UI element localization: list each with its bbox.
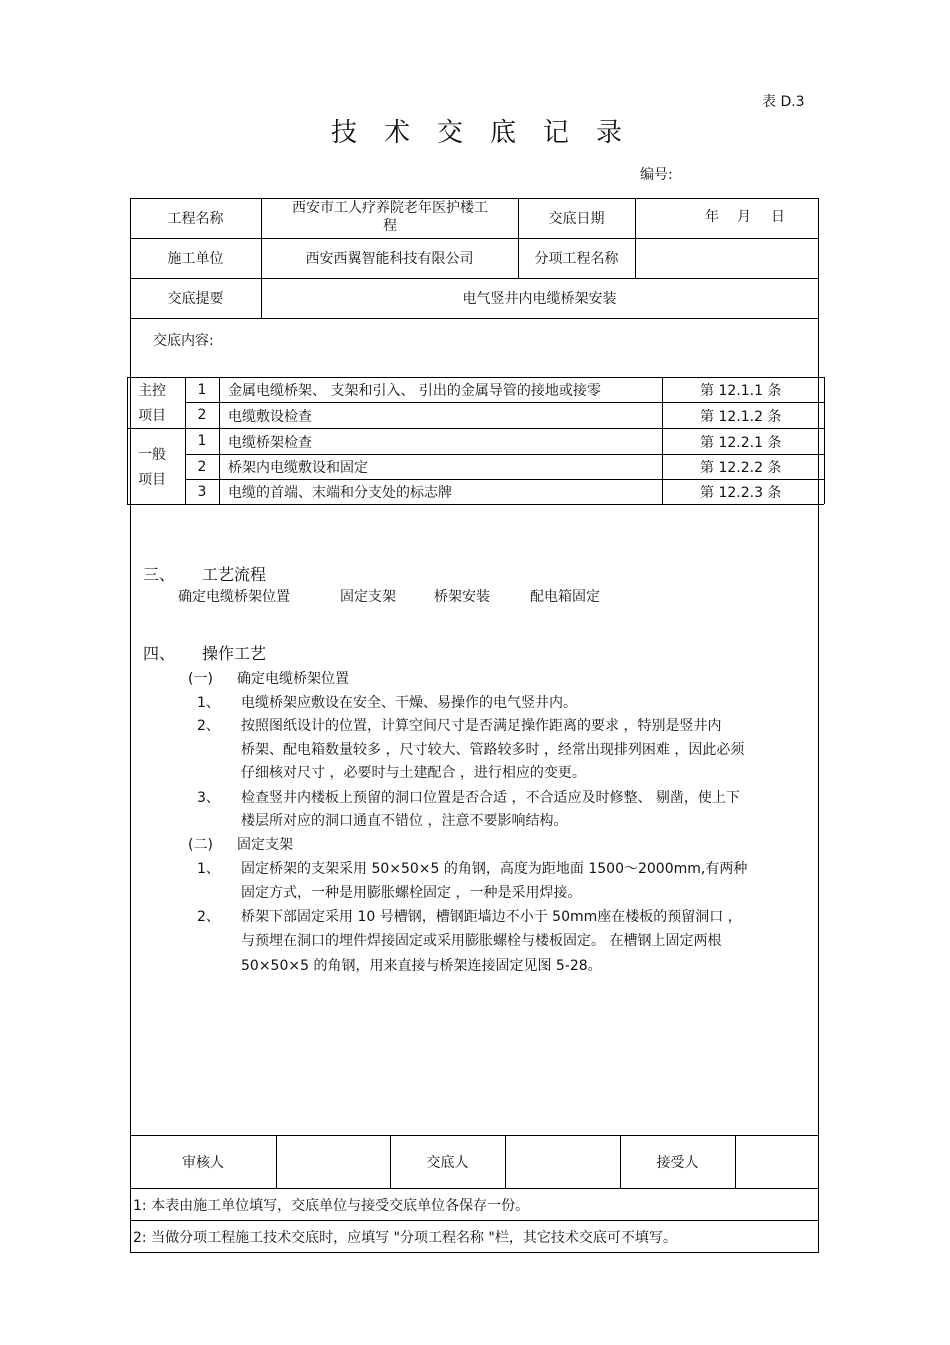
project-name-value [262, 199, 518, 237]
discloser-label: 交底人 [426, 1154, 469, 1171]
item-text: 金属电缆桥架、 支架和引入、 引出的金属导管的接地或接零 [228, 383, 601, 399]
date-label: 交底日期 [548, 211, 605, 227]
item-number: 1 [197, 381, 207, 398]
item-text: 电缆的首端、末端和分支处的标志牌 [228, 485, 452, 501]
general-group-label-line1: 一般 [138, 447, 166, 463]
subsection-heading: 固定支架 [237, 837, 293, 853]
receiver-label: 接受人 [656, 1154, 699, 1171]
date-year: 年 [705, 209, 719, 225]
section4-number: 四、 [143, 644, 176, 663]
summary-label: 交底提要 [167, 291, 224, 307]
paragraph-line: 固定方式，一种是用膨胀螺栓固定 ，一种是采用焊接。 [241, 885, 582, 901]
items-line [824, 377, 825, 504]
item-reference: 第 12.2.3 条 [700, 485, 782, 501]
items-line [127, 377, 824, 378]
main-group-label-line1: 主控 [138, 383, 166, 399]
item-reference: 第 12.1.1 条 [700, 383, 782, 399]
subsection-number: (一) [188, 671, 213, 687]
serial-label: 编号: [640, 167, 673, 183]
item-text: 电缆桥架检查 [228, 435, 312, 451]
col-line [735, 1135, 736, 1188]
col-line [276, 1135, 277, 1188]
project-name-line1: 西安市工人疗养院老年医护楼工 [292, 200, 488, 216]
subsection-heading: 确定电缆桥架位置 [237, 671, 349, 687]
items-line [127, 504, 824, 505]
summary-value: 电气竖井内电缆桥架安装 [462, 291, 617, 307]
item-number: 3 [197, 483, 207, 500]
paragraph-number: 3、 [197, 790, 220, 806]
paragraph-line: 与预埋在洞口的埋件焊接固定或采用膨胀螺栓与楼板固定。 在槽钢上固定两根 [241, 933, 722, 949]
project-name-line2: 程 [383, 218, 397, 234]
paragraph-line: 按照图纸设计的位置，计算空间尺寸是否满足操作距离的要求 ，特别是竖井内 [241, 718, 722, 734]
paragraph-line: 桥架、配电箱数量较多 ，尺寸较大、管路较多时 ，经常出现排列困难 ，因此必须 [241, 742, 745, 758]
footnote: 2: 当做分项工程施工技术交底时，应填写 "分项工程名称 "栏，其它技术交底可不填写。 [133, 1230, 677, 1246]
item-number: 2 [197, 407, 207, 423]
items-line [127, 377, 128, 504]
process-step: 固定支架 [340, 589, 396, 605]
frame-left [130, 198, 131, 1252]
item-number: 1 [197, 433, 207, 449]
row-line [130, 318, 819, 319]
paragraph-number: 2、 [197, 718, 220, 734]
paragraph-number: 2、 [197, 909, 220, 925]
paragraph-number: 1、 [197, 861, 220, 877]
section3-heading: 工艺流程 [202, 565, 267, 584]
project-name-label: 工程名称 [167, 211, 224, 227]
main-group-label-line2: 项目 [138, 408, 166, 424]
items-line [185, 479, 824, 480]
date-day: 日 [771, 209, 785, 225]
col-line [635, 198, 636, 278]
frame-bottom [130, 1252, 819, 1253]
footnote: 1: 本表由施工单位填写，交底单位与接受交底单位各保存一份。 [133, 1198, 530, 1214]
paragraph-line: 检查竖井内楼板上预留的洞口位置是否合适 ，不合适应及时修整、 剔凿，使上下 [241, 790, 740, 806]
notes-separator [130, 1220, 819, 1221]
items-line [185, 402, 824, 403]
paragraph-line: 楼层所对应的洞口通直不错位 ，注意不要影响结构。 [241, 813, 568, 829]
process-step: 桥架安装 [434, 589, 490, 605]
date-month: 月 [737, 209, 751, 225]
general-group-label-line2: 项目 [138, 472, 166, 488]
item-text: 桥架内电缆敷设和固定 [228, 460, 368, 476]
reviewer-label: 审核人 [182, 1154, 224, 1171]
signature-bottom-line [130, 1188, 819, 1189]
item-reference: 第 12.1.2 条 [700, 409, 782, 425]
contractor-label: 施工单位 [167, 251, 224, 267]
frame-right [818, 198, 819, 1252]
col-line [505, 1135, 506, 1188]
sub-project-label: 分项工程名称 [534, 251, 619, 267]
contractor-value: 西安西翼智能科技有限公司 [305, 251, 474, 267]
paragraph-line: 固定桥架的支架采用 50×50×5 的角钢，高度为距地面 1500～2000mm,有两种 [241, 861, 748, 877]
item-text: 电缆敷设检查 [228, 409, 312, 425]
section4-heading: 操作工艺 [202, 644, 267, 663]
process-step: 确定电缆桥架位置 [178, 589, 290, 605]
form-number: 表 D.3 [762, 94, 805, 110]
item-number: 2 [197, 458, 207, 475]
content-label: 交底内容: [153, 333, 214, 349]
item-reference: 第 12.2.1 条 [700, 435, 782, 451]
subsection-number: (二) [188, 837, 213, 853]
item-reference: 第 12.2.2 条 [700, 460, 782, 476]
items-line [185, 454, 824, 455]
paragraph-number: 1、 [197, 695, 220, 711]
items-line [219, 377, 220, 504]
paragraph-line: 仔细核对尺寸 ，必要时与土建配合 ，进行相应的变更。 [241, 765, 586, 781]
items-line [662, 377, 663, 504]
document-title: 技术交底记录 [331, 118, 650, 148]
paragraph-line: 50×50×5 的角钢，用来直接与桥架连接固定见图 5-28。 [241, 958, 602, 974]
section3-number: 三、 [143, 565, 176, 584]
process-step: 配电箱固定 [530, 589, 600, 605]
paragraph-line: 电缆桥架应敷设在安全、干燥、易操作的电气竖井内。 [241, 695, 577, 711]
paragraph-line: 桥架下部固定采用 10 号槽钢，槽钢距墙边不小于 50mm座在楼板的预留洞口 ， [241, 909, 742, 925]
items-line [127, 428, 824, 429]
